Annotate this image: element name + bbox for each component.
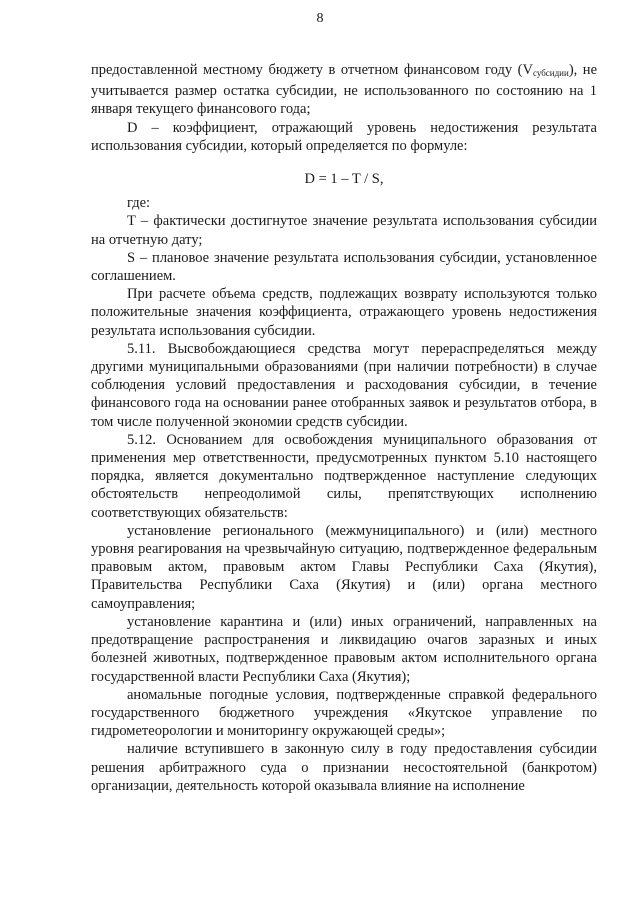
paragraph-5-11: [91, 340, 597, 431]
paragraph-coefficient-d: D – коэффициент, отражающий уровень недостижения результата использования субсидии, который определяется по формуле:: [91, 119, 597, 154]
clause-number-5-11: 5.11.: [127, 340, 156, 357]
subscript-subsidy: субсидии: [532, 68, 569, 78]
clause-text-5-11: Высвобождающиеся средства могут перераспределяться между другими муниципальными образованиями (при наличии потребности) в случае соблюдения условий предоставления и расходования субсидии, в течение финансового года на основании ранее отобранных заявок и результатов отбора, в том числе полученной экономии средств субсидии.: [91, 340, 597, 430]
clause-number-5-12: 5.12.: [127, 431, 156, 448]
paragraph-emergency-response: установление регионального (межмуниципального) и (или) местного уровня реагирования на чрезвычайную ситуацию, подтвержденное федеральным правовым актом, правовым актом Главы Республики Саха (Якутия), Правительства Республики Саха (Якутия) и (или) органа местного самоуправления;: [91, 522, 597, 612]
paragraph-positive-values: При расчете объема средств, подлежащих возврату используются только положительные значения коэффициента, отражающего уровень недостижения результата использования субсидии.: [91, 286, 597, 339]
paragraph-subsidy-balance-text: предоставленной местному бюджету в отчетном финансовом году (V: [91, 62, 533, 78]
paragraph-subsidy-balance: [91, 61, 597, 119]
page-number: 8: [316, 11, 324, 26]
formula: D = 1 – T / S,: [304, 171, 384, 188]
paragraph-5-12: [91, 431, 597, 522]
paragraph-subsidy-balance-tail: ), не учитывается размер остатка субсидии, не использованного по состоянию на 1 января текущего финансового года;: [91, 62, 598, 118]
paragraph-weather-conditions: аномальные погодные условия, подтвержденные справкой федерального государственного бюджетного учреждения «Якутское управление по гидрометеорологии и мониторингу окружающей среды»;: [91, 686, 597, 740]
clause-text-5-12: Основанием для освобождения муниципального образования от применения мер ответственности, предусмотренных пунктом 5.10 настоящего порядка, является документально подтвержденное наступление следующих обстоятельств непреодолимой силы, препятствующих исполнению соответствующих обязательств:: [91, 431, 597, 521]
paragraph-quarantine: установление карантина и (или) иных ограничений, направленных на предотвращение распространения и ликвидацию очагов заразных и иных болезней животных, подтвержденное правовым актом исполнительного органа государственной власти Республики Саха (Якутия);: [91, 613, 597, 685]
paragraph-definition-t: T – фактически достигнутое значение результата использования субсидии на отчетную дату;: [91, 213, 597, 248]
paragraph-arbitration-decision: наличие вступившего в законную силу в году предоставления субсидии решения арбитражного суда о признании несостоятельной (банкротом) организации, деятельность которой оказывала влияние на исполнение: [91, 741, 597, 794]
paragraph-definition-s: S – плановое значение результата использования субсидии, установленное соглашением.: [91, 249, 597, 285]
where-label: где:: [127, 195, 151, 212]
document-body: [91, 61, 597, 795]
